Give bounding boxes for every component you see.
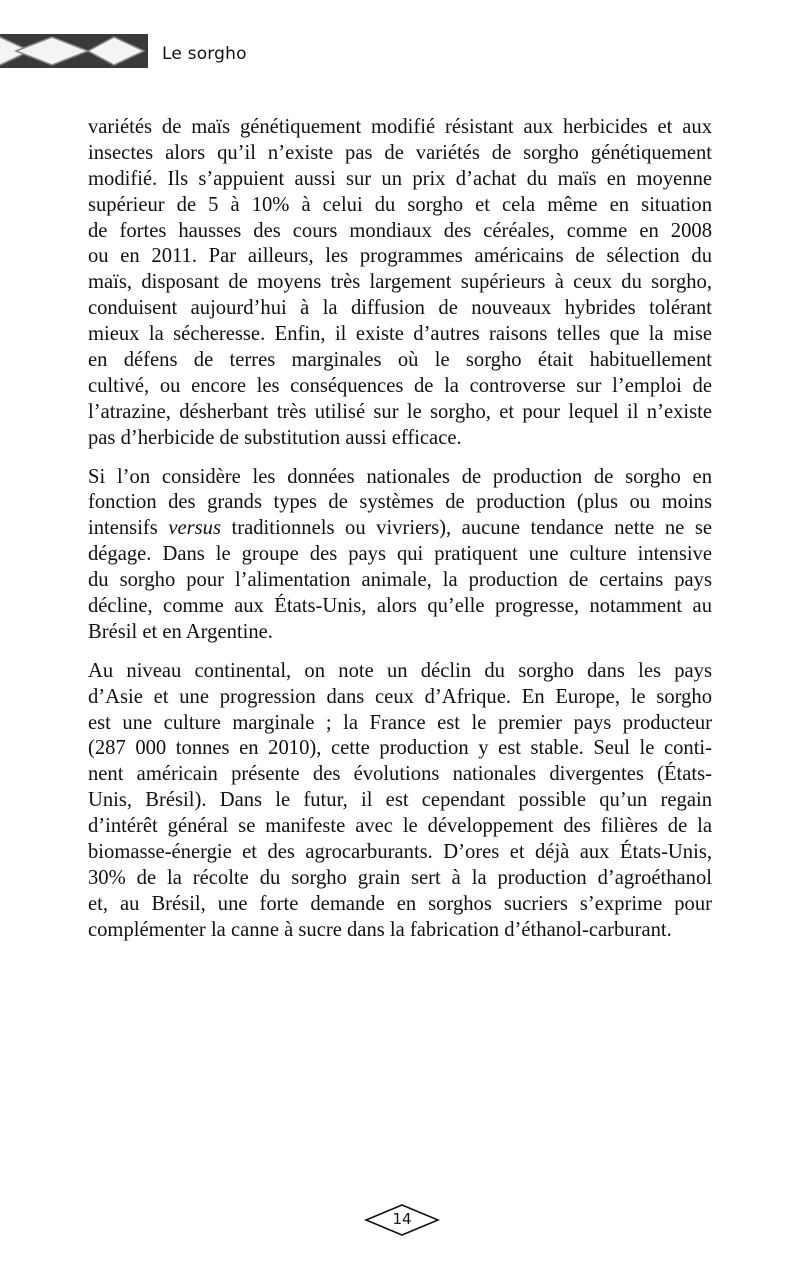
text-line <box>88 814 712 840</box>
text-line <box>88 840 712 866</box>
text-line <box>88 465 712 491</box>
running-head: Le sorgho <box>162 44 247 64</box>
text-run: nent américain présente des évolutions nationales divergentes (États- <box>88 763 712 786</box>
text-line <box>88 296 712 322</box>
text-run: l’atrazine, désherbant très utilisé sur le sorgho, et pour lequel il n’existe <box>88 400 712 423</box>
text-line <box>88 918 712 944</box>
text-run: de fortes hausses des cours mondiaux des céréales, comme en 2008 <box>88 219 712 242</box>
text-line <box>88 426 712 452</box>
text-run: complémenter la canne à sucre dans la fabrication d’éthanol-carburant. <box>88 918 672 941</box>
text-line <box>88 516 712 542</box>
text-line <box>88 659 712 685</box>
text-run: ou en 2011. Par ailleurs, les programmes américains de sélection du <box>88 245 712 268</box>
text-line <box>88 219 712 245</box>
text-run: décline, comme aux États-Unis, alors qu’elle progresse, notamment au <box>88 595 712 618</box>
text-run: dégage. Dans le groupe des pays qui pratiquent une culture intensive <box>88 543 712 566</box>
italic-text: versus <box>168 517 221 540</box>
text-run: cultivé, ou encore les conséquences de la controverse sur l’emploi de <box>88 374 712 397</box>
text-run: supérieur de 5 à 10% à celui du sorgho et cela même en situation <box>88 193 712 216</box>
text-run: Si l’on considère les données nationales de production de sorgho en <box>88 465 712 488</box>
diamond-band-icon <box>0 34 148 68</box>
text-line <box>88 270 712 296</box>
text-line <box>88 788 712 814</box>
text-line <box>88 685 712 711</box>
text-line <box>88 244 712 270</box>
text-run: modifié. Ils s’appuient aussi sur un prix d’achat du maïs en moyenne <box>88 167 712 190</box>
page-number-badge <box>364 1203 440 1237</box>
text-run: du sorgho pour l’alimentation animale, la production de certains pays <box>88 569 712 592</box>
paragraph <box>88 659 712 944</box>
text-run: conduisent aujourd’hui à la diffusion de nouveaux hybrides tolérant <box>88 297 712 320</box>
text-line <box>88 762 712 788</box>
text-line <box>88 542 712 568</box>
text-run: maïs, disposant de moyens très largement supérieurs à ceux du sorgho, <box>88 271 712 294</box>
text-line <box>88 115 712 141</box>
text-line <box>88 400 712 426</box>
text-run: traditionnels ou vivriers), aucune tendance nette ne se <box>220 517 712 540</box>
paragraph <box>88 115 712 452</box>
text-run: intensifs <box>88 517 169 540</box>
text-line <box>88 167 712 193</box>
text-line <box>88 348 712 374</box>
text-run: insectes alors qu’il n’existe pas de variétés de sorgho génétiquement <box>88 141 712 164</box>
text-run: variétés de maïs génétiquement modifié résistant aux herbicides et aux <box>88 116 712 138</box>
text-line <box>88 141 712 167</box>
text-line <box>88 620 712 646</box>
text-run: d’intérêt général se manifeste avec le développement des filières de la <box>88 815 712 838</box>
text-line <box>88 193 712 219</box>
text-line <box>88 568 712 594</box>
text-run: en défens de terres marginales où le sorgho était habituellement <box>88 349 712 372</box>
text-line <box>88 490 712 516</box>
text-run: fonction des grands types de systèmes de production (plus ou moins <box>88 491 712 514</box>
text-run: d’Asie et une progression dans ceux d’Afrique. En Europe, le sorgho <box>88 685 712 708</box>
text-line <box>88 594 712 620</box>
text-run: mieux la sécheresse. Enfin, il existe d’autres raisons telles que la mise <box>88 323 712 346</box>
text-line <box>88 322 712 348</box>
text-line <box>88 374 712 400</box>
text-run: Brésil et en Argentine. <box>88 620 273 643</box>
page-number: 14 <box>392 1210 412 1228</box>
body-text <box>88 115 712 957</box>
text-run: pas d’herbicide de substitution aussi efficace. <box>88 426 462 449</box>
text-run: biomasse-énergie et des agrocarburants. D’ores et déjà aux États-Unis, <box>88 841 712 864</box>
text-line <box>88 866 712 892</box>
paragraph <box>88 465 712 646</box>
text-run: Unis, Brésil). Dans le futur, il est cependant possible qu’un regain <box>88 789 712 812</box>
text-line <box>88 711 712 737</box>
text-line <box>88 892 712 918</box>
text-run: 30% de la récolte du sorgho grain sert à la production d’agroéthanol <box>88 866 712 889</box>
text-run: Au niveau continental, on note un déclin du sorgho dans les pays <box>88 659 712 682</box>
text-line <box>88 736 712 762</box>
text-run: (287 000 tonnes en 2010), cette production y est stable. Seul le conti- <box>88 737 712 760</box>
text-run: et, au Brésil, une forte demande en sorghos sucriers s’exprime pour <box>88 892 712 915</box>
text-run: est une culture marginale ; la France est le premier pays producteur <box>88 711 712 734</box>
